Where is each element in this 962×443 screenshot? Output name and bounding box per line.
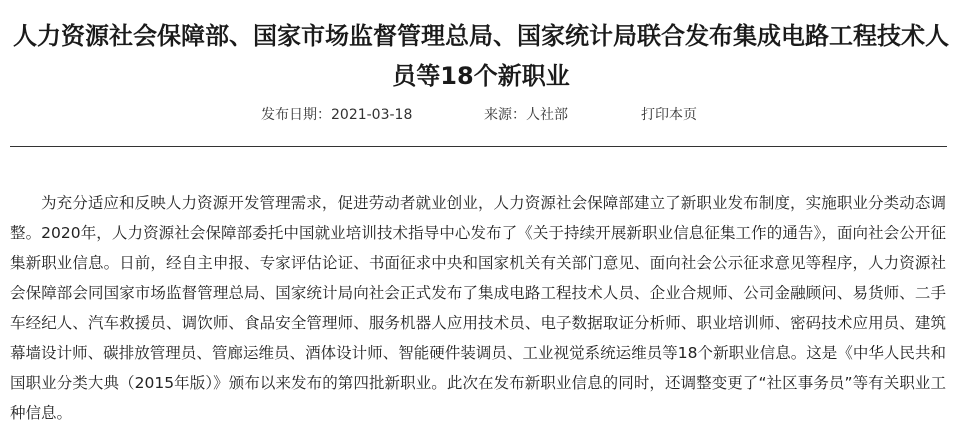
article-source [484,104,568,126]
title-divider [10,146,947,147]
print-page-link[interactable]: 打印本页 [641,107,697,123]
source-value: 人社部 [526,107,568,123]
article-title: 人力资源社会保障部、国家市场监督管理总局、国家统计局联合发布集成电路工程技术人员等18个新职业 [13,22,949,90]
publish-date-label: 发布日期： [261,107,331,123]
article-body-paragraph: 为充分适应和反映人力资源开发管理需求，促进劳动者就业创业，人力资源社会保障部建立了新职业发布制度，实施职业分类动态调整。2020年，人力资源社会保障部委托中国就业培训技术指导中心发布了《关于持续开展新职业信息征集工作的通告》，面向社会公开征集新职业信息。日前，经自主申报、专家评估论证、书面征求中央和国家机关有关部门意见、面向社会公示征求意见等程序，人力资源社会保障部会同国家市场监督管理总局、国家统计局向社会正式发布了集成电路工程技术人员、企业合规师、公司金融顾问、易货师、二手车经纪人、汽车救援员、调饮师、食品安全管理师、服务机器人应用技术员、电子数据取证分析师、职业培训师、密码技术应用员、建筑幕墙设计师、碳排放管理员、管廊运维员、酒体设计师、智能硬件装调员、工业视觉系统运维员等18个新职业信息。这是《中华人民共和国职业分类大典（2015年版）》颁布以来发布的第四批新职业。此次在发布新职业信息的同时，还调整变更了“社区事务员”等有关职业工种信息。 [10,194,946,422]
publish-date [261,104,412,126]
article-meta [0,104,962,126]
publish-date-value: 2021-03-18 [331,107,413,123]
source-label: 来源： [484,107,526,123]
